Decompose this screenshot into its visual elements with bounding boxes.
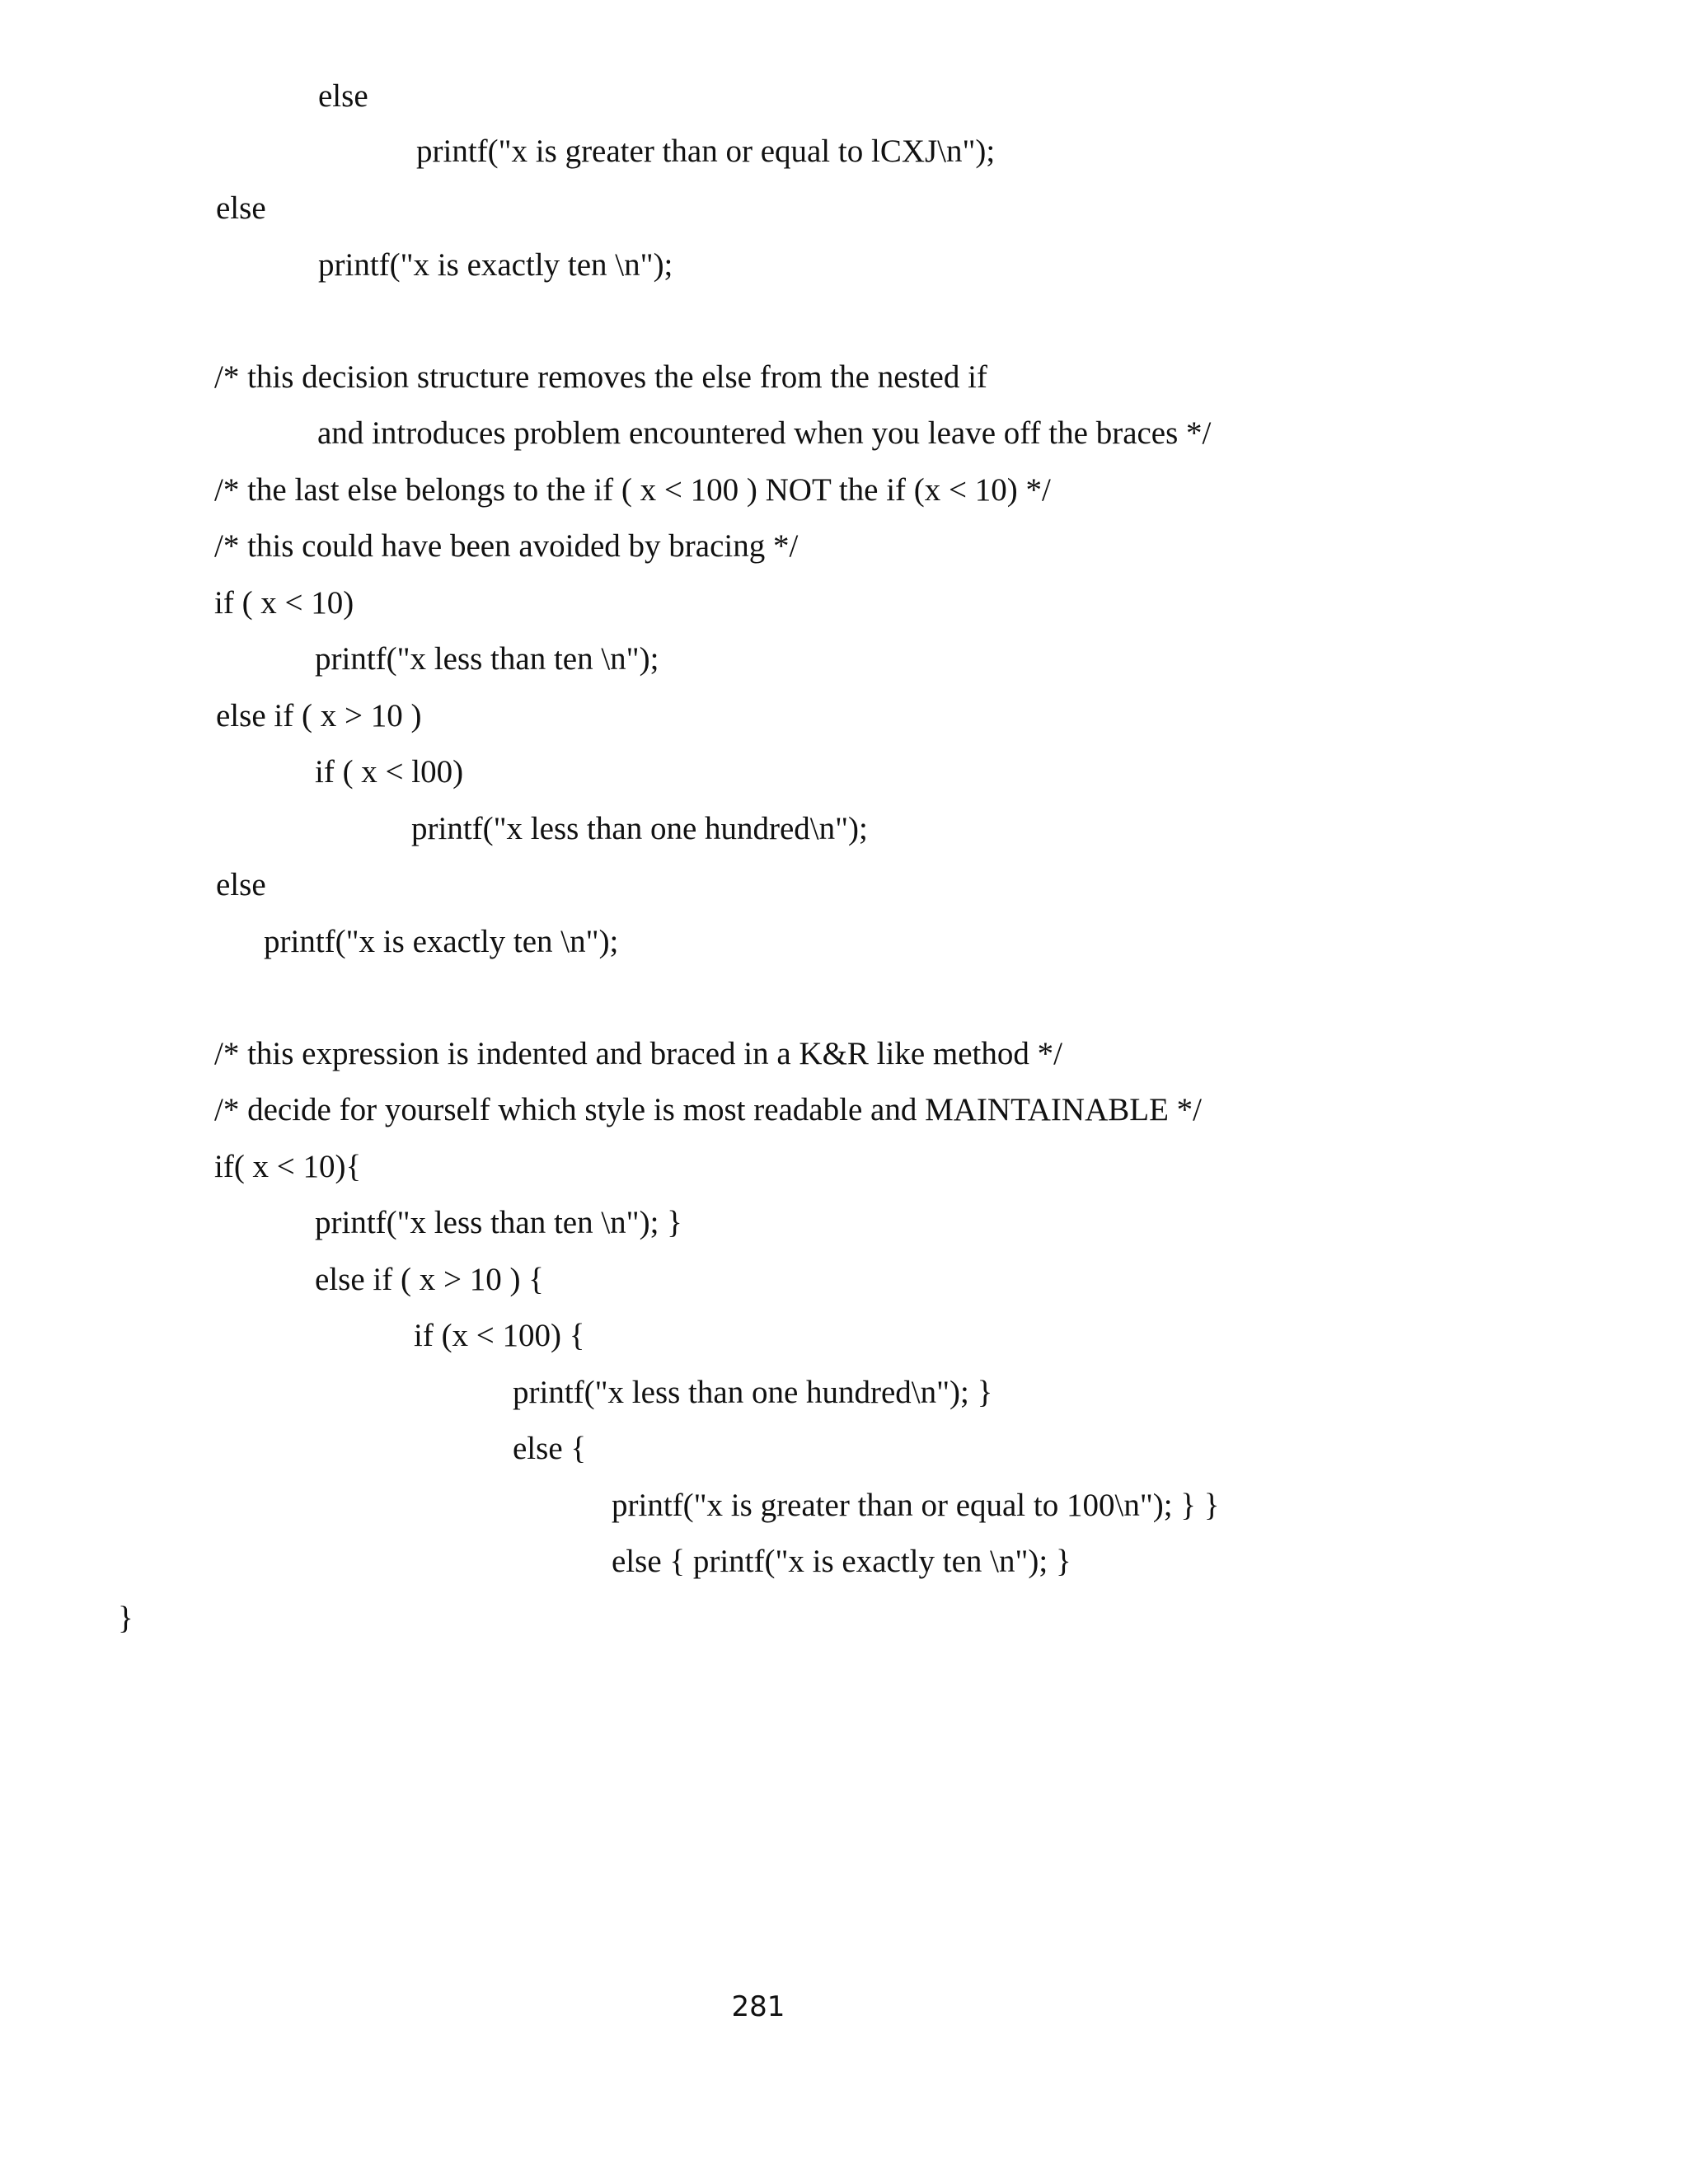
- code-line: printf("x less than ten \n");: [315, 641, 659, 677]
- code-line: printf("x is greater than or equal to lCXJ\n");: [416, 134, 996, 169]
- code-line: else if ( x > 10 ) {: [315, 1262, 544, 1297]
- code-line: else: [216, 190, 266, 226]
- code-line: else: [216, 867, 266, 902]
- code-line: if (x < 100) {: [414, 1318, 585, 1353]
- closing-brace: }: [118, 1601, 134, 1636]
- code-line: if( x < 10){: [214, 1149, 362, 1184]
- code-line: printf("x is exactly ten \n");: [264, 924, 619, 959]
- code-line: printf("x less than one hundred\n"); }: [513, 1375, 993, 1410]
- code-line: printf("x is exactly ten \n");: [318, 247, 673, 283]
- code-line: printf("x less than ten \n"); }: [315, 1205, 682, 1240]
- code-line: if ( x < l00): [315, 754, 464, 790]
- code-line: else if ( x > 10 ): [216, 698, 422, 733]
- code-comment: /* this decision structure removes the else from the nested if: [214, 359, 987, 395]
- code-comment: /* decide for yourself which style is most readable and MAINTAINABLE */: [214, 1092, 1202, 1127]
- code-line: else {: [513, 1431, 587, 1466]
- code-comment: /* this expression is indented and braced in a K&R like method */: [214, 1036, 1062, 1071]
- code-comment: /* the last else belongs to the if ( x < 100 ) NOT the if (x < 10) */: [214, 472, 1051, 508]
- code-comment: and introduces problem encountered when you leave off the braces */: [317, 415, 1212, 451]
- code-line: else: [318, 78, 368, 114]
- code-line: else { printf("x is exactly ten \n"); }: [612, 1544, 1071, 1579]
- code-line: printf("x less than one hundred\n");: [411, 811, 868, 846]
- code-line: if ( x < 10): [214, 585, 354, 621]
- code-line: printf("x is greater than or equal to 100\n"); } }: [612, 1488, 1220, 1523]
- page-number: 281: [731, 1990, 785, 2023]
- code-comment: /* this could have been avoided by bracing */: [214, 528, 799, 564]
